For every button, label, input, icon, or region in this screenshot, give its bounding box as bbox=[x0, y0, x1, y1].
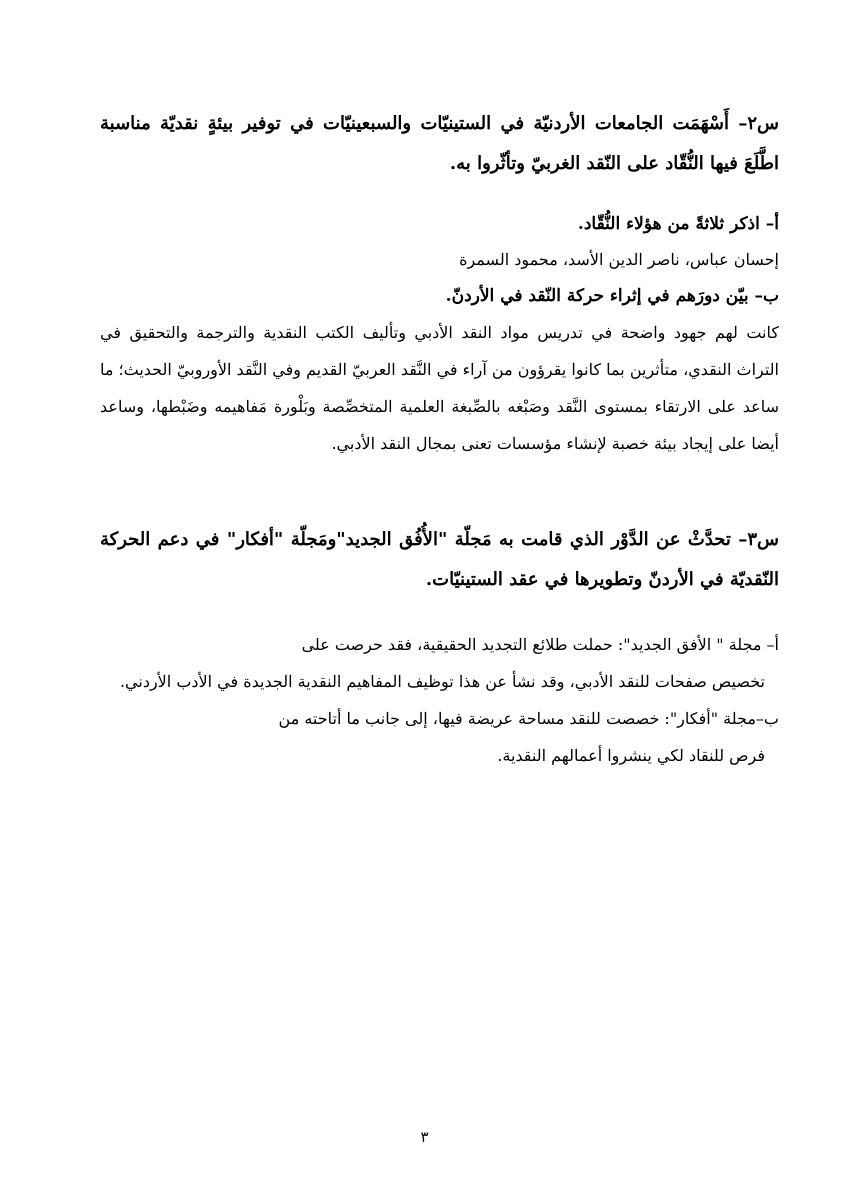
question-3-part-a-continuation: تخصيص صفحات للنقد الأدبي، وقد نشأ عن هذا توظيف المفاهيم النقدية الجديدة في الأدب الأردني. bbox=[119, 672, 765, 691]
page-number: ٣ bbox=[420, 1128, 429, 1146]
question-2-part-b-question: ب– بيّن دورَهم في إثراء حركة النّقد في الأردنّ. bbox=[445, 286, 779, 306]
question-3-part-b-first-line: ب–مجلة "أفكار": خصصت للنقد مساحة عريضة فيها، إلى جانب ما أتاحته من bbox=[278, 709, 779, 728]
question-3-part-a bbox=[100, 626, 779, 700]
question-3-part-b bbox=[100, 700, 779, 774]
question-3-part-a-first-line: أ– مجلة " الأفق الجديد": حملت طلائع التجديد الحقيقية، فقد حرصت على bbox=[301, 635, 779, 654]
question-2-part-a-question: أ– اذكر ثلاثةً من هؤلاء النُّقّاد. bbox=[577, 214, 779, 234]
question-2-part-a-answer: إحسان عباس، ناصر الدين الأسد، محمود السمرة bbox=[459, 250, 779, 269]
question-2-title: س٢– أَسْهَمَت الجامعات الأردنيّة في الستينيّات والسبعينيّات في توفير بيئةٍ نقديّة مناسبة اطَّلَعَ فيها النُّقّاد على النّقد الغربيّ وتأثّروا به. bbox=[100, 113, 779, 174]
question-3-title: س٣– تحدَّثْ عن الدَّوْر الذي قامت به مَجلّة "الأُفُق الجديد"ومَجلّة "أفكار" في دعم الحركة النّقديّة في الأردنّ وتطويرها في عقد الستينيّات. bbox=[100, 529, 779, 590]
question-2-part-b-answer: كانت لهم جهود واضحة في تدريس مواد النقد الأدبي وتأليف الكتب النقدية والترجمة والتحقيق في التراث النقدي، متأثرين بما كانوا يقرؤون من آراء في النَّقد العربيّ القديم وفي النَّقد الأوروبيّ الحديث؛ ما ساعد على الارتقاء بمستوى النَّقد وصَبْغه بالصِّبغة العلمية المتخصِّصة وبَلْورة مَفاهيمه وضَبْطها، وساعد أيضا على إيجاد بيئة خصبة لإنشاء مؤسسات تعنى بمجال النقد الأدبي. bbox=[100, 323, 779, 453]
question-3-part-b-continuation: فرص للنقاد لكي ينشروا أعمالهم النقدية. bbox=[497, 746, 765, 765]
